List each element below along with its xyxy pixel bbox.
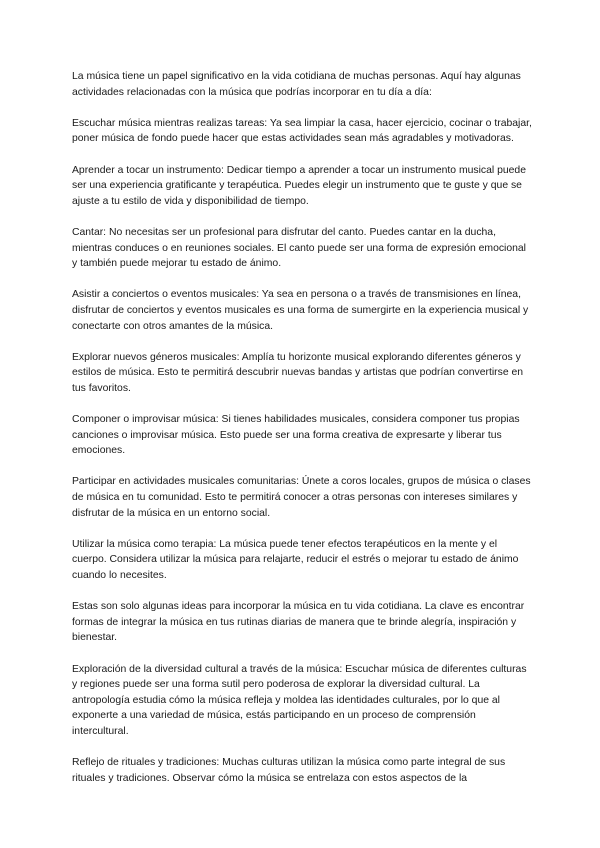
paragraph-explore-genres: Explorar nuevos géneros musicales: Amplía tu horizonte musical explorando diferentes géneros y estilos de música. Esto te permitirá descubrir nuevas bandas y artistas que podrían convertirse en tus favoritos. bbox=[72, 351, 524, 394]
paragraph-singing: Cantar: No necesitas ser un profesional para disfrutar del canto. Puedes cantar en la ducha, mientras conduces o en reuniones sociales. El canto puede ser una forma de expresión emocional y también puede mejorar tu estado de ánimo. bbox=[72, 226, 526, 270]
paragraph-cultural-diversity: Exploración de la diversidad cultural a través de la música: Escuchar música de diferentes culturas y regiones puede ser una forma sutil pero poderosa de explorar la diversidad cultural. La antropología estudia cómo la música refleja y moldea las identidades culturales, por lo que al exponerte a una variedad de música, estás participando en un proceso de comprensión intercultural. bbox=[72, 663, 527, 737]
document-body bbox=[72, 69, 532, 802]
paragraph-learn-instrument: Aprender a tocar un instrumento: Dedicar tiempo a aprender a tocar un instrumento musical puede ser una experiencia gratificante y terapéutica. Puedes elegir un instrumento que te guste y que se ajuste a tu estilo de vida y disponibilidad de tiempo. bbox=[72, 164, 526, 207]
paragraph-listening-while-tasks: Escuchar música mientras realizas tareas: Ya sea limpiar la casa, hacer ejercicio, cocinar o trabajar, poner música de fondo puede hacer que estas actividades sean más agradables y motivadoras. bbox=[72, 117, 532, 145]
paragraph-community: Participar en actividades musicales comunitarias: Únete a coros locales, grupos de música o clases de música en tu comunidad. Esto te permitirá conocer a otras personas con intereses similares y disfrutar de la música en un entorno social. bbox=[72, 476, 531, 519]
paragraph-intro: La música tiene un papel significativo en la vida cotidiana de muchas personas. Aquí hay algunas actividades relacionadas con la música que podrías incorporar en tu día a día: bbox=[72, 71, 521, 98]
paragraph-concerts: Asistir a conciertos o eventos musicales: Ya sea en persona o a través de transmisiones en línea, disfrutar de conciertos y eventos musicales es una forma de sumergirte en la experiencia musical y conectarte con otros amantes de la música. bbox=[72, 289, 529, 332]
paragraph-rituals: Reflejo de rituales y tradiciones: Muchas culturas utilizan la música como parte integral de sus rituales y tradiciones. Observar cómo la música se entrelaza con estos aspectos de la bbox=[72, 757, 506, 784]
paragraph-compose: Componer o improvisar música: Si tienes habilidades musicales, considera componer tus propias canciones o improvisar música. Esto puede ser una forma creativa de expresarte y liberar tus emociones. bbox=[72, 414, 520, 457]
paragraph-therapy: Utilizar la música como terapia: La música puede tener efectos terapéuticos en la mente y el cuerpo. Considera utilizar la música para relajarte, reducir el estrés o mejorar tu estado de ánimo cuando lo necesites. bbox=[72, 538, 519, 581]
paragraph-summary: Estas son solo algunas ideas para incorporar la música en tu vida cotidiana. La clave es encontrar formas de integrar la música en tus rutinas diarias de manera que te brinde alegría, inspiración y bienestar. bbox=[72, 601, 525, 644]
